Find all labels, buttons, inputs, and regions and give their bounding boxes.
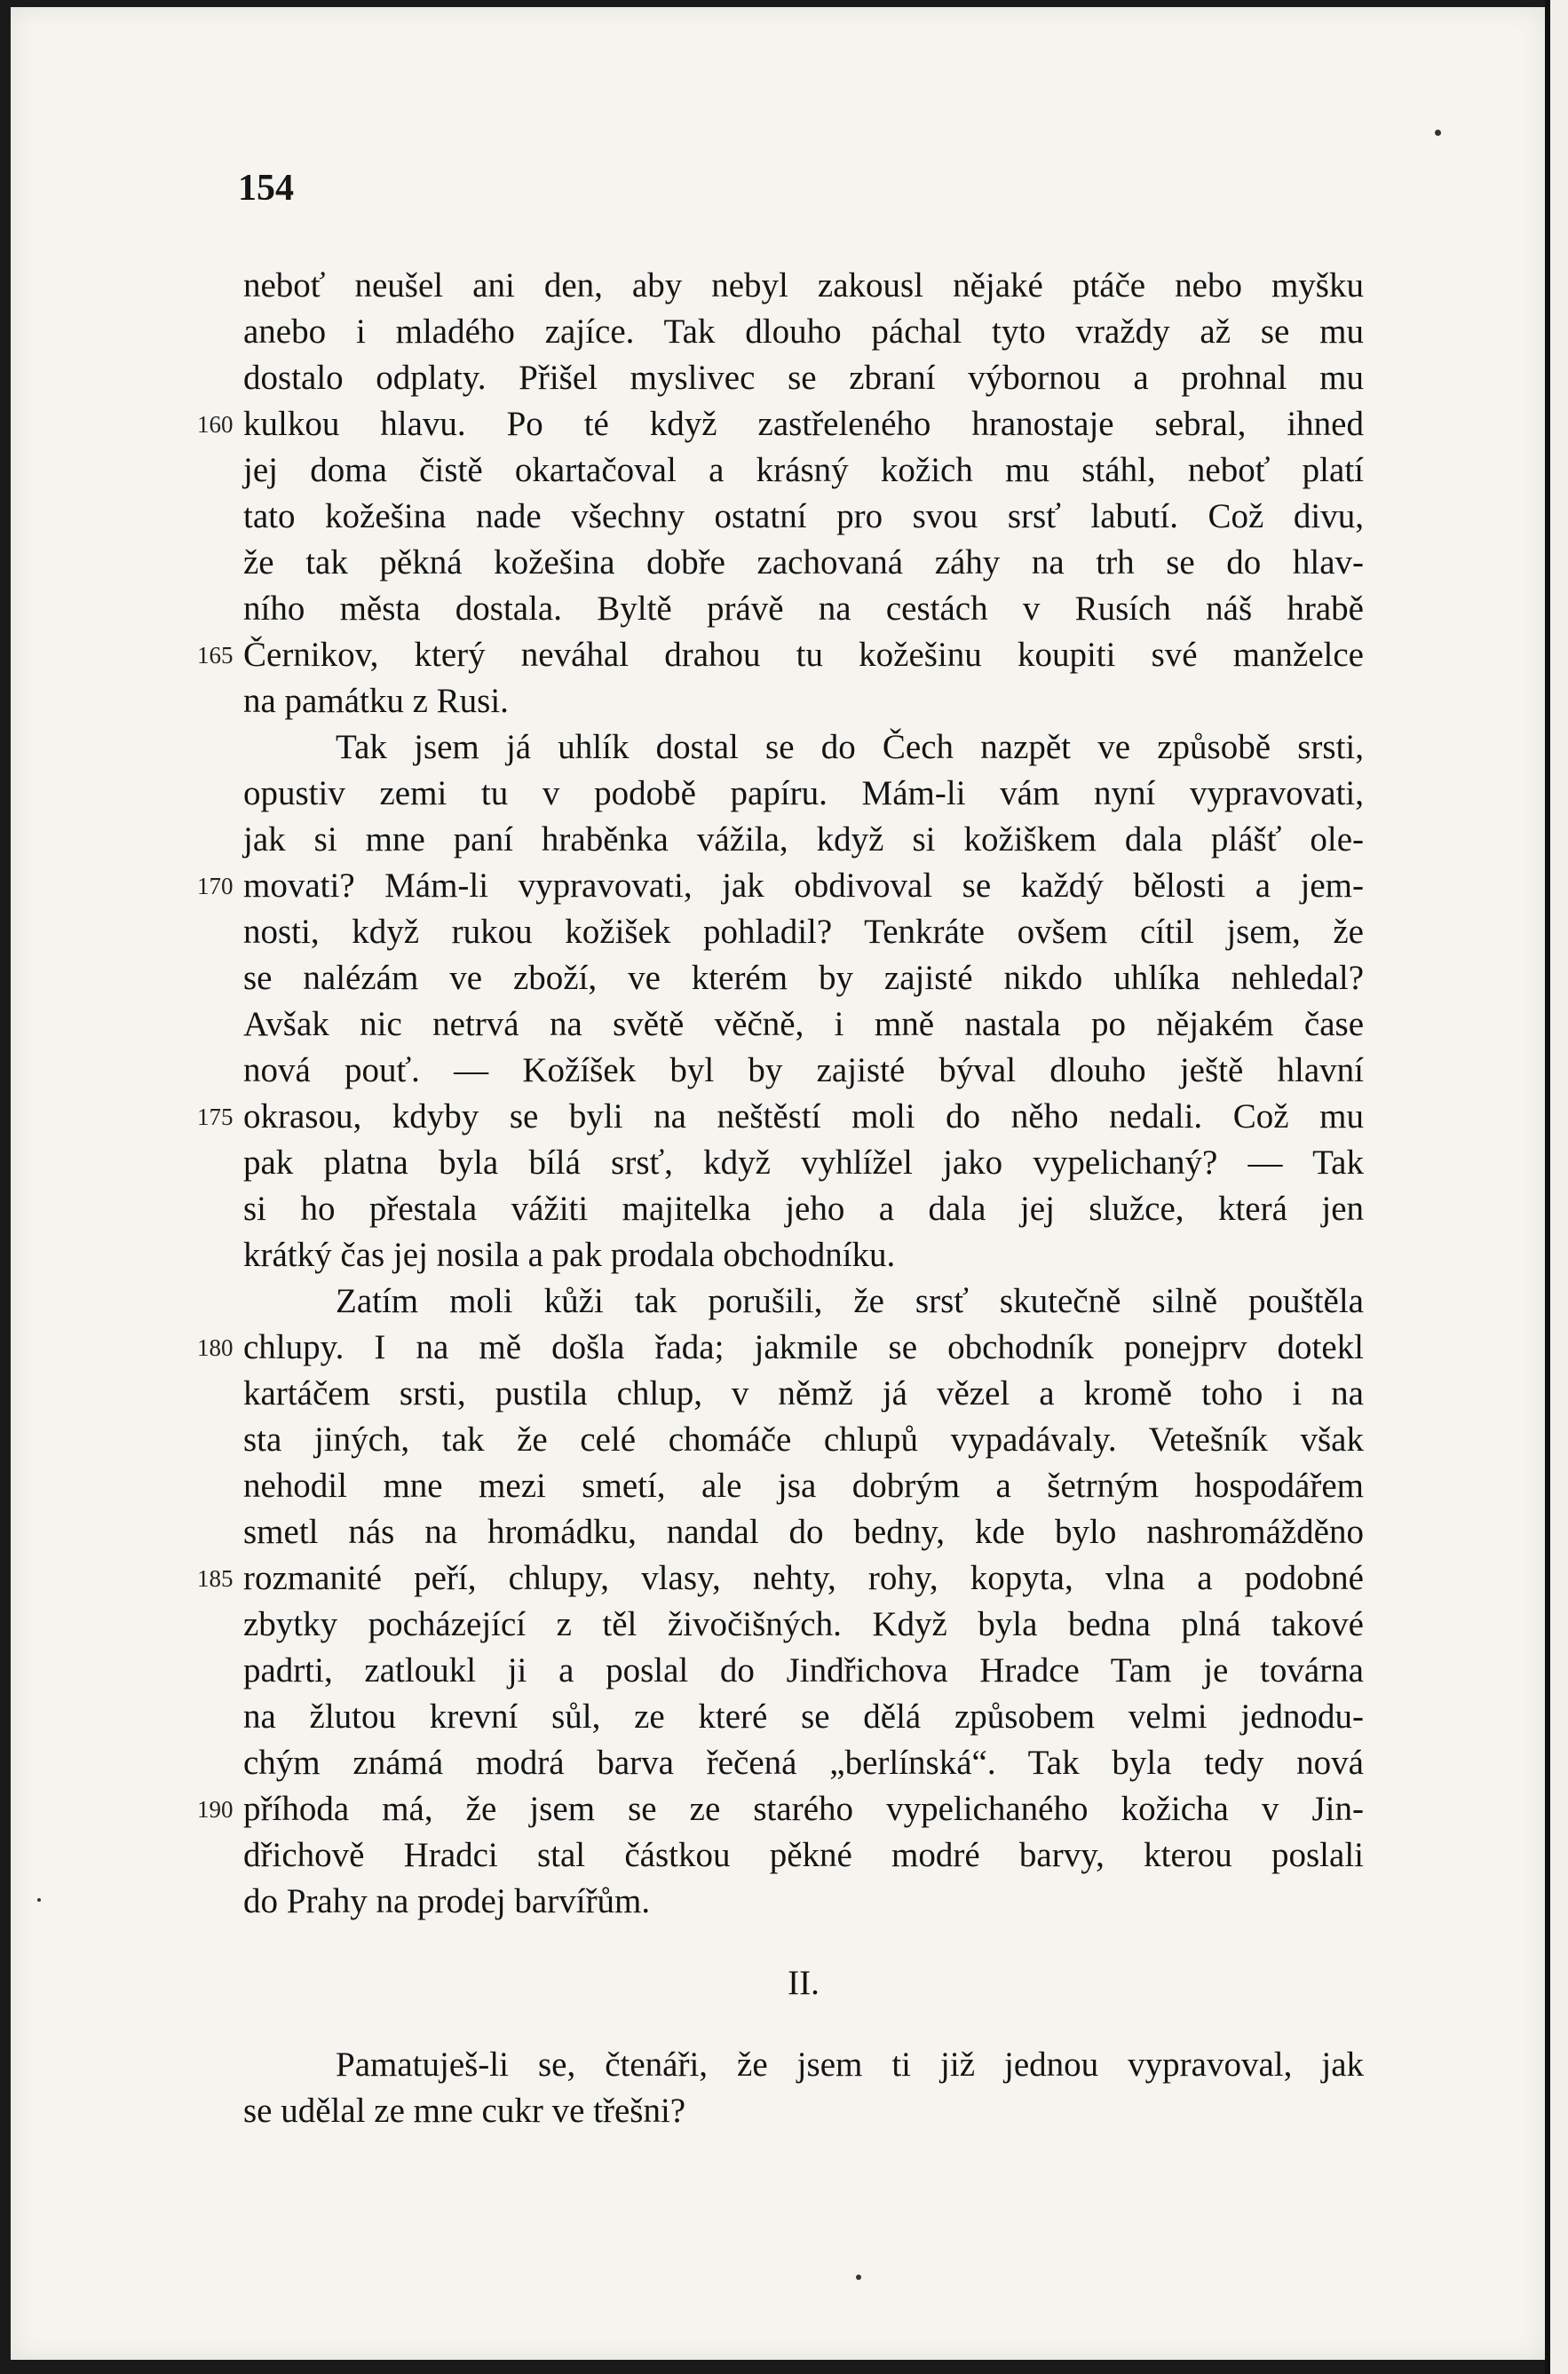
- text-line: padrti, zatloukl ji a poslal do Jindřichova Hradce Tam je továrna: [243, 1651, 1364, 1689]
- text-line: kulkou hlavu. Po té když zastřeleného hranostaje sebral, ihned: [243, 405, 1364, 443]
- text-line: nosti, když rukou kožišek pohladil? Tenkráte ovšem cítil jsem, že: [243, 913, 1364, 951]
- text-line: Pamatuješ-li se, čtenáři, že jsem ti již jednou vypravoval, jak: [336, 2046, 1364, 2084]
- text-line: chlupy. I na mě došla řada; jakmile se obchodník ponejprv dotekl: [243, 1328, 1364, 1366]
- text-line: Černikov, který neváhal drahou tu kožešinu koupiti své manželce: [243, 636, 1364, 674]
- text-line: neboť neušel ani den, aby nebyl zakousl nějaké ptáče nebo myšku: [243, 266, 1364, 305]
- text-line: smetl nás na hromádku, nandal do bedny, kde bylo nashromážděno: [243, 1513, 1364, 1551]
- line-number: 175: [197, 1104, 234, 1130]
- text-line: se nalézám ve zboží, ve kterém by zajisté nikdo uhlíka nehledal?: [243, 959, 1364, 997]
- text-line: jej doma čistě okartačoval a krásný kožich mu stáhl, neboť platí: [243, 451, 1364, 489]
- text-line: krátký čas jej nosila a pak prodala obchodníku.: [243, 1236, 896, 1274]
- page-edge: [1545, 0, 1568, 2374]
- line-number: 165: [197, 642, 234, 669]
- line-number: 160: [197, 411, 234, 438]
- text-line: sta jiných, tak že celé chomáče chlupů vypadávaly. Vetešník však: [243, 1420, 1364, 1459]
- text-line: Tak jsem já uhlík dostal se do Čech nazpět ve způsobě srsti,: [336, 728, 1364, 766]
- text-line: pak platna byla bílá srsť, když vyhlížel jako vypelichaný? — Tak: [243, 1143, 1364, 1182]
- paper-speck: [37, 1898, 41, 1902]
- page-number: 154: [238, 168, 294, 209]
- text-line: Avšak nic netrvá na světě věčně, i mně nastala po nějakém čase: [243, 1005, 1364, 1043]
- text-line: nehodil mne mezi smetí, ale jsa dobrým a šetrným hospodářem: [243, 1467, 1364, 1505]
- text-line: rozmanité peří, chlupy, vlasy, nehty, rohy, kopyta, vlna a podobné: [243, 1559, 1364, 1597]
- text-line: jak si mne paní hraběnka vážila, když si kožiškem dala plášť ole-: [243, 820, 1364, 859]
- text-line: na památku z Rusi.: [243, 682, 509, 720]
- text-line: nová pouť. — Kožíšek byl by zajisté býval dlouho ještě hlavní: [243, 1051, 1364, 1089]
- section-heading: II.: [788, 1964, 820, 2002]
- text-line: Zatím moli kůži tak porušili, že srsť skutečně silně pouštěla: [336, 1282, 1364, 1320]
- text-line: anebo i mladého zajíce. Tak dlouho páchal tyto vraždy až se mu: [243, 313, 1364, 351]
- text-line: se udělal ze mne cukr ve třešni?: [243, 2092, 686, 2130]
- text-line: tato kožešina nade všechny ostatní pro svou srsť labutí. Což divu,: [243, 497, 1364, 535]
- text-line: zbytky pocházející z těl živočišných. Když byla bedna plná takové: [243, 1605, 1364, 1643]
- text-line: ního města dostala. Byltě právě na cestách v Rusích náš hrabě: [243, 590, 1364, 628]
- text-line: dostalo odplaty. Přišel myslivec se zbraní výbornou a prohnal mu: [243, 359, 1364, 397]
- text-line: opustiv zemi tu v podobě papíru. Mám-li vám nyní vypravovati,: [243, 774, 1364, 812]
- line-number: 180: [197, 1334, 234, 1361]
- text-line: dřichově Hradci stal částkou pěkné modré barvy, kterou poslali: [243, 1836, 1364, 1874]
- text-line: příhoda má, že jsem se ze starého vypelichaného kožicha v Jin-: [243, 1790, 1364, 1828]
- paper-speck: [856, 2275, 861, 2280]
- text-line: na žlutou krevní sůl, ze které se dělá způsobem velmi jednodu-: [243, 1697, 1364, 1736]
- line-number: 170: [197, 873, 234, 899]
- line-number: 185: [197, 1565, 234, 1592]
- text-line: okrasou, kdyby se byli na neštěstí moli do něho nedali. Což mu: [243, 1097, 1364, 1136]
- text-line: chým známá modrá barva řečená „berlínská“. Tak byla tedy nová: [243, 1744, 1364, 1782]
- line-number: 190: [197, 1796, 234, 1823]
- text-line: kartáčem srsti, pustila chlup, v němž já vězel a kromě toho i na: [243, 1374, 1364, 1413]
- text-line: movati? Mám-li vypravovati, jak obdivoval se každý bělosti a jem-: [243, 867, 1364, 905]
- text-line: si ho přestala vážiti majitelka jeho a dala jej služce, která jen: [243, 1190, 1364, 1228]
- paper-speck: [1435, 130, 1441, 136]
- text-line: do Prahy na prodej barvířům.: [243, 1882, 651, 1920]
- text-line: že tak pěkná kožešina dobře zachovaná záhy na trh se do hlav-: [243, 543, 1364, 582]
